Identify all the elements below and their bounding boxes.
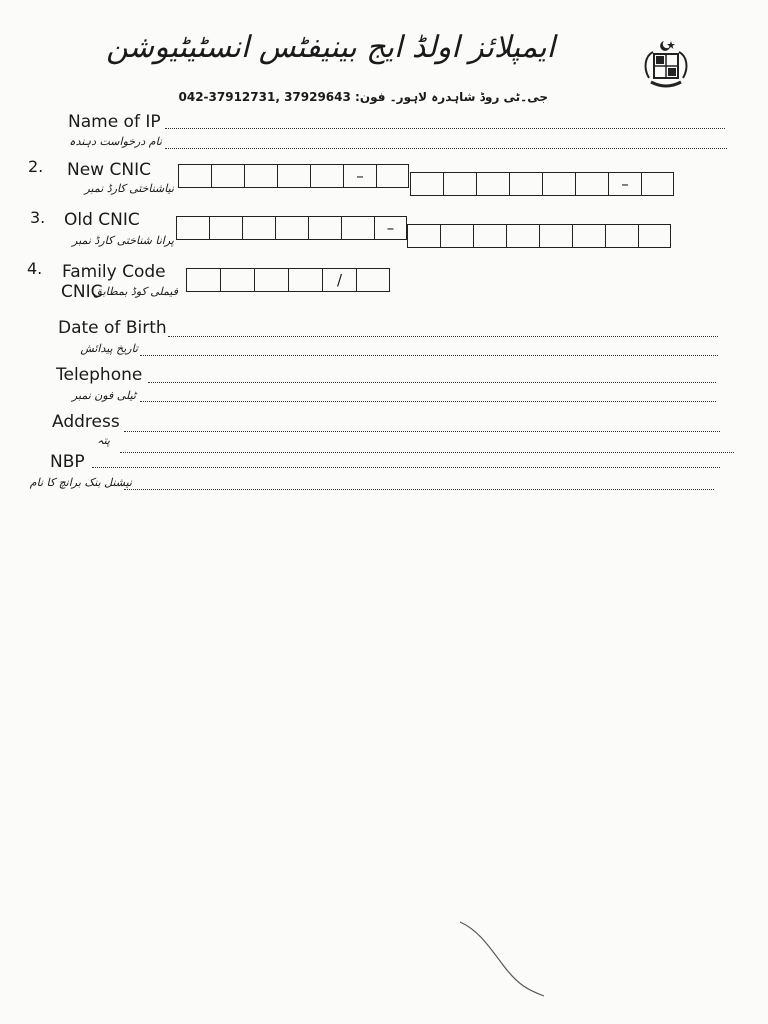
cnic-digit-box[interactable] bbox=[209, 216, 242, 240]
family-code-box[interactable] bbox=[288, 268, 322, 292]
cnic-digit-box[interactable] bbox=[341, 216, 374, 240]
family-code-label: Family Code bbox=[62, 262, 166, 282]
slash-separator: / bbox=[336, 271, 343, 289]
cnic-digit-box[interactable] bbox=[509, 172, 542, 196]
old-cnic-label: Old CNIC bbox=[64, 210, 140, 230]
nbp-line-2[interactable] bbox=[124, 489, 714, 490]
institution-title: ایمپلائز اولڈ ایج بینیفٹس انسٹیٹیوشن bbox=[106, 30, 555, 65]
telephone-line-1[interactable] bbox=[148, 382, 716, 383]
cnic-dash-box bbox=[343, 164, 376, 188]
family-code-box[interactable] bbox=[186, 268, 220, 292]
government-emblem-icon bbox=[641, 38, 691, 94]
address-line-2[interactable] bbox=[120, 452, 734, 453]
new-cnic-boxes-part2[interactable] bbox=[410, 172, 674, 196]
cnic-digit-box[interactable] bbox=[308, 216, 341, 240]
item-number-2: 2. bbox=[28, 157, 44, 176]
family-code-box[interactable] bbox=[254, 268, 288, 292]
cnic-digit-box[interactable] bbox=[506, 224, 539, 248]
family-code-cnic-label: CNIC bbox=[61, 282, 103, 302]
cnic-digit-box[interactable] bbox=[539, 224, 572, 248]
cnic-digit-box[interactable] bbox=[242, 216, 275, 240]
telephone-line-2[interactable] bbox=[140, 401, 716, 402]
stray-pen-mark bbox=[458, 920, 548, 1000]
cnic-digit-box[interactable] bbox=[443, 172, 476, 196]
old-cnic-boxes-part1[interactable] bbox=[176, 216, 407, 240]
dash-separator: – bbox=[386, 219, 395, 237]
family-code-box[interactable] bbox=[356, 268, 390, 292]
new-cnic-boxes-part1[interactable] bbox=[178, 164, 409, 188]
cnic-digit-box[interactable] bbox=[440, 224, 473, 248]
name-of-ip-line-2[interactable] bbox=[165, 148, 727, 149]
family-code-slash-box[interactable] bbox=[322, 268, 356, 292]
cnic-digit-box[interactable] bbox=[473, 224, 506, 248]
cnic-digit-box[interactable] bbox=[244, 164, 277, 188]
date-of-birth-line-1[interactable] bbox=[168, 336, 718, 337]
date-of-birth-label: Date of Birth bbox=[58, 318, 167, 338]
name-of-ip-label: Name of IP bbox=[68, 112, 161, 132]
cnic-digit-box[interactable] bbox=[275, 216, 308, 240]
telephone-label: Telephone bbox=[56, 365, 143, 385]
cnic-digit-box[interactable] bbox=[376, 164, 409, 188]
cnic-digit-box[interactable] bbox=[211, 164, 244, 188]
new-cnic-label: New CNIC bbox=[67, 160, 151, 180]
cnic-digit-box[interactable] bbox=[542, 172, 575, 196]
cnic-digit-box[interactable] bbox=[277, 164, 310, 188]
cnic-digit-box[interactable] bbox=[605, 224, 638, 248]
cnic-digit-box[interactable] bbox=[572, 224, 605, 248]
cnic-digit-box[interactable] bbox=[575, 172, 608, 196]
phone-numbers: 042-37912731, 37929643 bbox=[178, 90, 351, 104]
cnic-digit-box[interactable] bbox=[407, 224, 440, 248]
telephone-urdu: ٹیلی فون نمبر bbox=[71, 389, 136, 402]
cnic-dash-box bbox=[608, 172, 641, 196]
cnic-digit-box[interactable] bbox=[310, 164, 343, 188]
address-text: جی۔ٹی روڈ شاہدرہ لاہور۔ فون: bbox=[355, 90, 548, 104]
family-code-box[interactable] bbox=[220, 268, 254, 292]
address-line-1[interactable] bbox=[124, 431, 720, 432]
item-number-3: 3. bbox=[30, 208, 46, 227]
cnic-digit-box[interactable] bbox=[410, 172, 443, 196]
cnic-digit-box[interactable] bbox=[641, 172, 674, 196]
name-of-ip-line-1[interactable] bbox=[165, 128, 725, 129]
nbp-urdu: نیشنل بنک برانچ کا نام bbox=[29, 476, 132, 489]
old-cnic-boxes-part2[interactable] bbox=[407, 224, 671, 248]
address-urdu: پتہ bbox=[97, 434, 110, 447]
family-code-boxes[interactable] bbox=[186, 268, 390, 292]
nbp-line-1[interactable] bbox=[92, 467, 720, 468]
date-of-birth-urdu: تاریخ پیدائش bbox=[80, 342, 138, 355]
address-label: Address bbox=[52, 412, 120, 432]
cnic-digit-box[interactable] bbox=[178, 164, 211, 188]
family-code-urdu: فیملی کوڈ بمطابق bbox=[93, 285, 178, 298]
dash-separator: – bbox=[621, 175, 629, 193]
name-of-ip-urdu: نام درخواست دہندہ bbox=[69, 135, 162, 148]
date-of-birth-line-2[interactable] bbox=[140, 355, 718, 356]
cnic-digit-box[interactable] bbox=[638, 224, 671, 248]
cnic-dash-box bbox=[374, 216, 407, 240]
cnic-digit-box[interactable] bbox=[476, 172, 509, 196]
contact-line bbox=[178, 90, 548, 104]
cnic-digit-box[interactable] bbox=[176, 216, 209, 240]
item-number-4: 4. bbox=[27, 259, 43, 278]
old-cnic-urdu: پرانا شناختی کارڈ نمبر bbox=[72, 234, 174, 247]
new-cnic-urdu: نیاشناختی کارڈ نمبر bbox=[84, 182, 174, 195]
nbp-label: NBP bbox=[50, 452, 85, 472]
dash-separator: – bbox=[356, 167, 364, 185]
